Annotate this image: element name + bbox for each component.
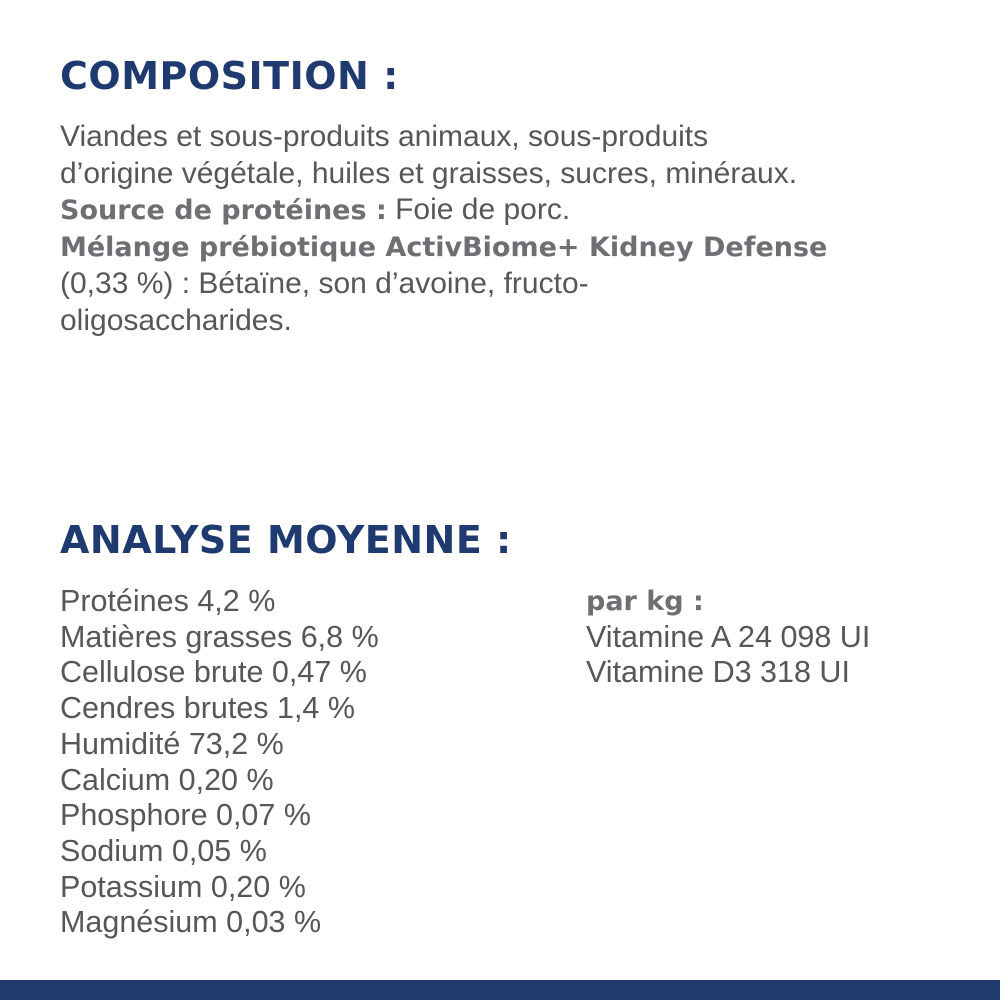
analysis-item-proteines: Protéines 4,2 % [60,584,276,618]
analysis-item-cellulose: Cellulose brute 0,47 % [60,655,367,690]
analysis-list [60,584,379,941]
footer-bar [0,980,1000,1000]
composition-heading: COMPOSITION : [60,54,399,98]
prebiotic-line-1: (0,33 %) : Bétaïne, son d’avoine, fructo- [60,267,589,300]
per-kg-list [586,584,870,691]
analyse-heading: ANALYSE MOYENNE : [60,518,512,562]
prebiotic-line-2: oligosaccharides. [60,303,292,337]
analysis-item-magnesium: Magnésium 0,03 % [60,905,322,940]
protein-source-line [60,192,960,230]
vitamin-a-item: Vitamine A 24 098 UI [586,619,871,654]
analysis-item-cendres: Cendres brutes 1,4 % [60,691,355,726]
protein-source-value: Foie de porc. [386,193,571,226]
composition-text [60,119,960,339]
analysis-item-phosphore: Phosphore 0,07 % [60,798,311,833]
composition-line-2: d’origine végétale, huiles et graisses, sucres, minéraux. [60,156,798,190]
prebiotic-label: Mélange prébiotique ActivBiome+ Kidney Defense [60,231,828,263]
analysis-item-humidite: Humidité 73,2 % [60,726,284,761]
analysis-item-potassium: Potassium 0,20 % [60,869,306,904]
analysis-item-calcium: Calcium 0,20 % [60,762,274,797]
analysis-item-sodium: Sodium 0,05 % [60,833,267,868]
analysis-item-matieres-grasses: Matières grasses 6,8 % [60,619,379,654]
protein-source-label: Source de protéines : [60,195,387,226]
composition-line-1: Viandes et sous-produits animaux, sous-produits [60,120,709,153]
vitamin-d3-item: Vitamine D3 318 UI [586,655,850,690]
per-kg-label: par kg : [586,586,704,617]
